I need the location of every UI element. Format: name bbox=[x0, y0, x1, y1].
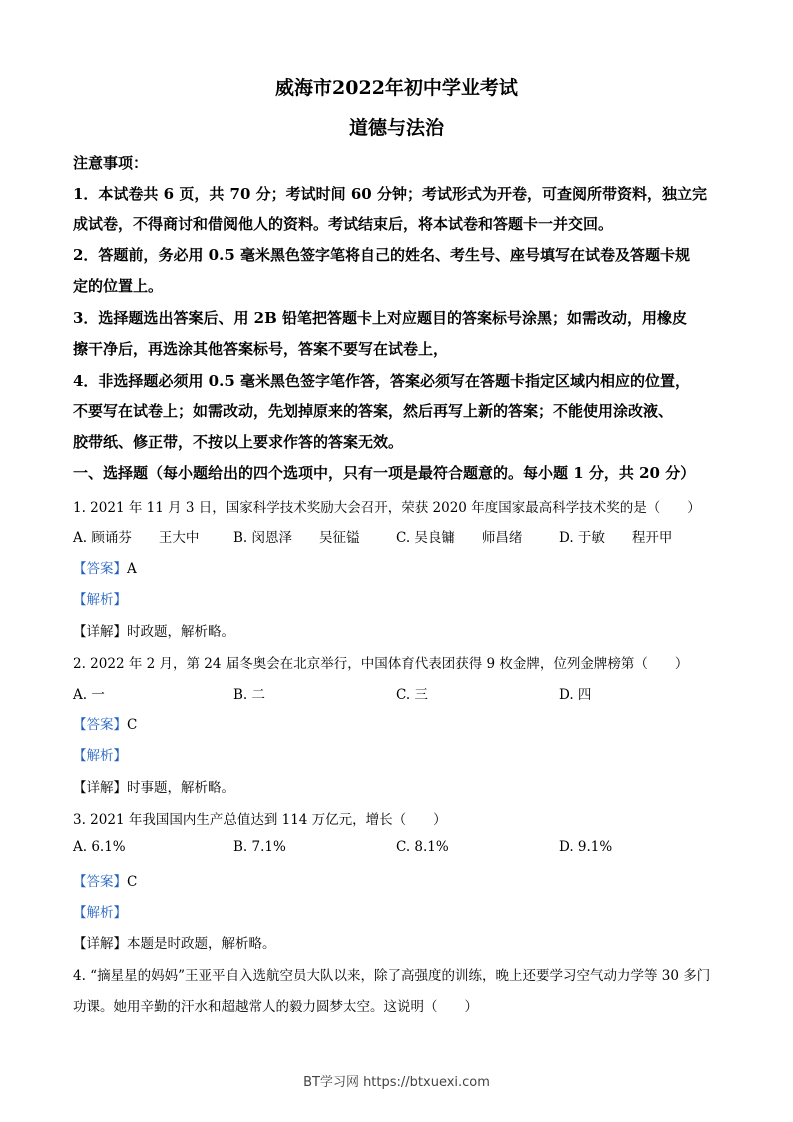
answer-label: 【答案】 bbox=[73, 717, 127, 733]
option-c: C. 吴良镛 师昌绪 bbox=[396, 530, 523, 546]
question-stem: 3. 2021 年我国国内生产总值达到 114 万亿元，增长（ ） bbox=[73, 812, 447, 828]
option-a: A. 6.1% bbox=[73, 839, 126, 855]
question-stem: 2. 2022 年 2 月，第 24 届冬奥会在北京举行，中国体育代表团获得 9 枚金牌，位列金牌榜第（ ） bbox=[73, 656, 689, 672]
answer-value: A bbox=[127, 561, 137, 577]
analysis-line bbox=[73, 588, 723, 608]
answer-value: C bbox=[127, 717, 138, 733]
detail-label: 【详解】 bbox=[73, 624, 127, 640]
answer-line bbox=[73, 870, 723, 890]
option-d: D. 四 bbox=[559, 687, 592, 703]
notice-line: 定的位置上。 bbox=[73, 277, 164, 295]
notice-line: 1．本试卷共 6 页，共 70 分；考试时间 60 分钟；考试形式为开卷，可查阅所带资料，独立完 bbox=[73, 185, 707, 203]
option-b: B. 闵恩泽 吴征镒 bbox=[233, 530, 360, 546]
detail-label: 【详解】 bbox=[73, 936, 127, 952]
analysis-label: 【解析】 bbox=[73, 748, 127, 764]
question-stem: 1. 2021 年 11 月 3 日，国家科学技术奖励大会召开，荣获 2020 年度国家最高科学技术奖的是（ ） bbox=[73, 500, 701, 516]
answer-line bbox=[73, 713, 723, 733]
option-d: D. 于敏 程开甲 bbox=[559, 530, 673, 546]
option-c: C. 8.1% bbox=[396, 839, 449, 855]
question-stem: 4. “摘星星的妈妈”王亚平自入选航空员大队以来，除了高强度的训练，晚上还要学习空气动力学等 30 多门 bbox=[73, 968, 711, 984]
answer-label: 【答案】 bbox=[73, 561, 127, 577]
analysis-line bbox=[73, 901, 723, 921]
notice-line: 擦干净后，再选涂其他答案标号，答案不要写在试卷上， bbox=[73, 340, 449, 358]
notice-line: 胶带纸、修正带，不按以上要求作答的答案无效。 bbox=[73, 433, 404, 451]
option-b: B. 7.1% bbox=[233, 839, 286, 855]
question-options bbox=[73, 839, 723, 859]
question-options bbox=[73, 526, 723, 546]
detail-label: 【详解】 bbox=[73, 780, 127, 796]
option-c: C. 三 bbox=[396, 687, 428, 703]
option-a: A. 一 bbox=[73, 687, 105, 703]
exam-title: 威海市2022年初中学业考试 bbox=[275, 77, 518, 99]
question-stem: 功课。她用辛勤的汗水和超越常人的毅力圆梦太空。这说明（ ） bbox=[73, 999, 478, 1015]
analysis-label: 【解析】 bbox=[73, 592, 127, 608]
answer-line bbox=[73, 557, 723, 577]
detail-text: 时事题，解析略。 bbox=[127, 780, 235, 796]
section-heading: 一、选择题（每小题给出的四个选项中，只有一项是最符合题意的。每小题 1 分，共 20 分） bbox=[73, 464, 696, 482]
option-a: A. 顾诵芬 王大中 bbox=[73, 530, 200, 546]
question-options bbox=[73, 683, 723, 703]
notice-line: 不要写在试卷上；如需改动，先划掉原来的答案，然后再写上新的答案；不能使用涂改液、 bbox=[73, 402, 674, 420]
detail-line bbox=[73, 620, 723, 640]
notice-line: 2．答题前，务必用 0.5 毫米黑色签字笔将自己的姓名、考生号、座号填写在试卷及答题卡规 bbox=[73, 246, 690, 264]
notice-line: 3．选择题选出答案后、用 2B 铅笔把答题卡上对应题目的答案标号涂黑；如需改动，用橡皮 bbox=[73, 309, 688, 327]
notice-line: 成试卷，不得商讨和借阅他人的资料。考试结束后，将本试卷和答题卡一并交回。 bbox=[73, 215, 614, 233]
detail-line bbox=[73, 932, 723, 952]
analysis-line bbox=[73, 744, 723, 764]
detail-text: 时政题，解析略。 bbox=[127, 624, 235, 640]
answer-label: 【答案】 bbox=[73, 874, 127, 890]
notice-heading: 注意事项： bbox=[73, 154, 149, 172]
answer-value: C bbox=[127, 874, 138, 890]
notice-line: 4．非选择题必须用 0.5 毫米黑色签字笔作答，答案必须写在答题卡指定区域内相应的位置， bbox=[73, 372, 690, 390]
option-d: D. 9.1% bbox=[559, 839, 613, 855]
footer-watermark: BT学习网 https://btxuexi.com bbox=[303, 1075, 490, 1090]
exam-subject: 道德与法治 bbox=[348, 117, 444, 139]
detail-line bbox=[73, 776, 723, 796]
analysis-label: 【解析】 bbox=[73, 905, 127, 921]
detail-text: 本题是时政题，解析略。 bbox=[127, 936, 276, 952]
option-b: B. 二 bbox=[233, 687, 266, 703]
